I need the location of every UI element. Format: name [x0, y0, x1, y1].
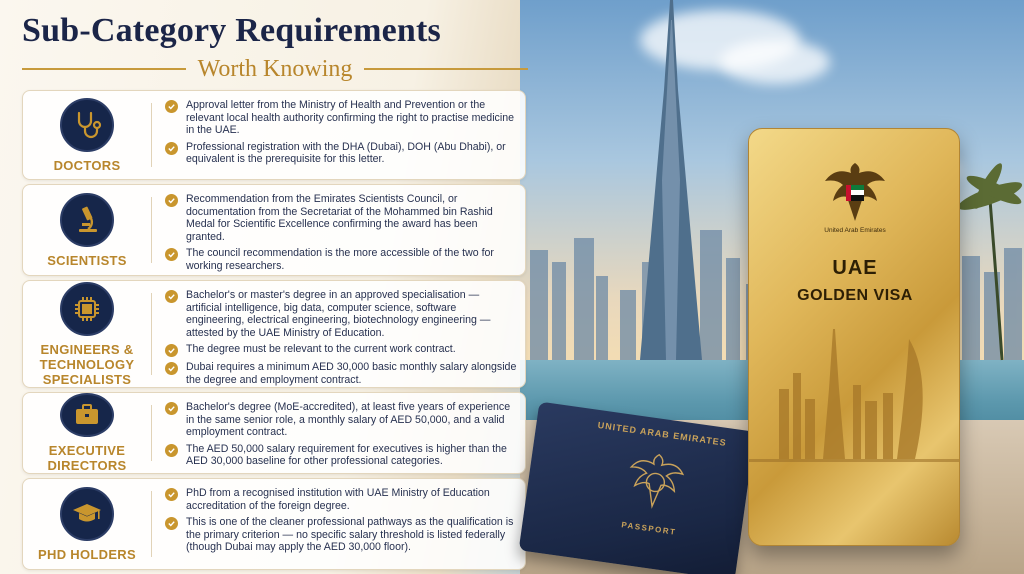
requirement-text: The council recommendation is the more accessible of the two for working researchers.: [186, 247, 494, 272]
requirement-list: [165, 487, 517, 558]
requirement-item: [165, 247, 517, 272]
requirement-text: Recommendation from the Emirates Scientists Council, or documentation from the Secretariat of the Mohammed bin Rashid Medal for Scientific Excellence confirming the award has been granted.: [186, 193, 493, 243]
requirement-item: [165, 361, 517, 386]
passport-image: [519, 402, 756, 574]
check-icon: [165, 142, 178, 155]
check-icon: [165, 402, 178, 415]
requirement-item: [165, 99, 517, 137]
check-icon: [165, 517, 178, 530]
card-divider: [151, 293, 152, 375]
graduation-cap-icon: [60, 487, 114, 541]
category-card-executives: [22, 392, 526, 474]
eagle-emblem-icon: [621, 443, 690, 521]
requirement-text: Professional registration with the DHA (Dubai), DOH (Abu Dhabi), or equivalent is the prerequisite for this letter.: [186, 140, 506, 166]
category-card-phd: [22, 478, 526, 570]
requirement-text: Approval letter from the Ministry of Health and Prevention or the relevant local health authority confirming the right to practise medicine in the UAE.: [186, 99, 514, 137]
category-name: ENGINEERS & TECHNOLOGY SPECIALISTS: [39, 341, 135, 387]
category-name: SCIENTISTS: [47, 252, 127, 268]
golden-visa-card: [748, 128, 960, 546]
category-name: EXECUTIVE DIRECTORS: [47, 443, 127, 473]
check-icon: [165, 444, 178, 457]
visa-shadow-band: [749, 459, 959, 462]
category-header: [23, 91, 151, 179]
chip-icon: [60, 282, 114, 336]
requirement-text: This is one of the cleaner professional pathways as the qualification is the primary criterion — no specific salary threshold is listed federally (though Dubai may apply the AED 30,000 floor).: [186, 516, 514, 554]
requirement-text: Dubai requires a minimum AED 30,000 basic monthly salary alongside the degree and employment contract.: [186, 361, 517, 386]
category-header: [23, 393, 151, 473]
check-icon: [165, 194, 178, 207]
requirement-list: [165, 193, 517, 277]
requirement-item: [165, 141, 517, 166]
visa-country: United Arab Emirates: [824, 227, 886, 234]
check-icon: [165, 362, 178, 375]
card-divider: [151, 405, 152, 461]
category-name: PHD HOLDERS: [38, 546, 136, 562]
passport-label: PASSPORT: [620, 520, 677, 537]
subtitle-row: [22, 54, 528, 84]
microscope-icon: [60, 193, 114, 247]
requirement-item: [165, 516, 517, 554]
visa-title-line2: GOLDEN VISA: [797, 287, 913, 304]
check-icon: [165, 248, 178, 261]
requirement-item: [165, 289, 517, 339]
category-card-scientists: [22, 184, 526, 276]
requirement-item: [165, 343, 517, 357]
category-header: [23, 479, 151, 569]
requirement-text: The AED 50,000 salary requirement for executives is higher than the AED 30,000 baseline for other professional categories.: [186, 442, 507, 468]
engraved-skyline: [749, 329, 960, 459]
requirement-list: [165, 401, 517, 472]
requirement-text: The degree must be relevant to the current work contract.: [186, 343, 456, 356]
requirement-text: Bachelor's degree (MoE-accredited), at least five years of experience in the same senior role, a monthly salary of AED 50,000, and a valid employment contract.: [186, 401, 511, 439]
category-name: DOCTORS: [53, 157, 121, 173]
requirement-item: [165, 487, 517, 512]
eagle-emblem-icon: [823, 159, 887, 225]
requirement-item: [165, 401, 517, 439]
category-header: [23, 281, 151, 387]
check-icon: [165, 344, 178, 357]
card-divider: [151, 103, 152, 167]
category-card-engineers: [22, 280, 526, 388]
requirement-list: [165, 99, 517, 170]
category-header: [23, 185, 151, 275]
briefcase-icon: [60, 393, 114, 437]
decorative-rule: [364, 68, 528, 70]
requirement-item: [165, 193, 517, 243]
passport-country: UNITED ARAB EMIRATES: [597, 419, 728, 448]
card-divider: [151, 491, 152, 557]
check-icon: [165, 100, 178, 113]
decorative-rule: [22, 68, 186, 70]
page-subtitle: Worth Knowing: [197, 55, 353, 82]
visa-title-line1: UAE: [832, 257, 878, 279]
requirement-text: PhD from a recognised institution with UAE Ministry of Education accreditation of the foreign degree.: [186, 487, 490, 512]
requirement-text: Bachelor's or master's degree in an approved specialisation — artificial intelligence, big data, computer science, software engineering, electrical engineering, biotechnology engineering — attested by the UAE Ministry of Education.: [186, 289, 491, 339]
card-divider: [151, 197, 152, 263]
check-icon: [165, 488, 178, 501]
category-card-doctors: [22, 90, 526, 180]
check-icon: [165, 290, 178, 303]
requirement-list: [165, 289, 517, 391]
page-title: Sub-Category Requirements: [22, 12, 441, 49]
requirement-item: [165, 443, 517, 468]
stethoscope-icon: [60, 98, 114, 152]
